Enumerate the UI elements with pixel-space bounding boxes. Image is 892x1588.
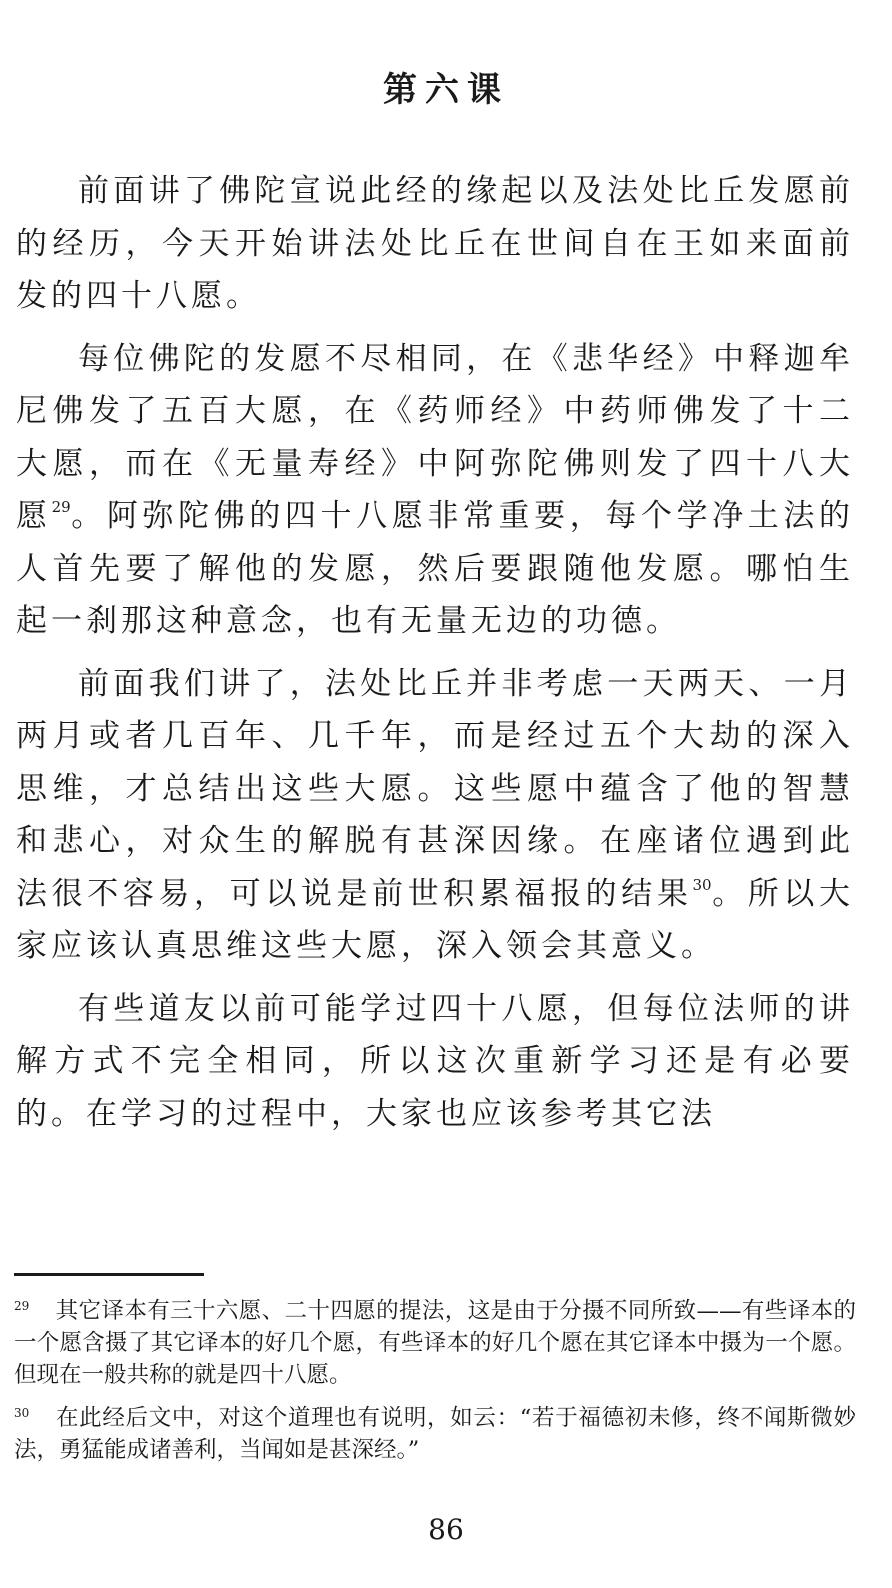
paragraph-text: 。阿弥陀佛的四十八愿非常重要，每个学净土法的人首先要了解他的发愿，然后要跟随他发愿。哪怕生起一刹那这种意念，也有无量无边的功德。 bbox=[16, 498, 855, 639]
paragraph-text: 每位佛陀的发愿不尽相同，在《悲华经》中释迦牟尼佛发了五百大愿，在《药师经》中药师佛发了十二大愿，而在《无量寿经》中阿弥陀佛则发了四十八大愿 bbox=[16, 340, 854, 534]
paragraph-text: 。所以大家应该认真思维这些大愿，深入领会其意义。 bbox=[16, 875, 855, 964]
footnote-30 bbox=[14, 1397, 856, 1466]
footnote-29 bbox=[14, 1290, 856, 1391]
footnotes bbox=[14, 1290, 856, 1472]
paragraph-1 bbox=[16, 165, 854, 323]
footnote-divider bbox=[14, 1273, 204, 1276]
page-number: 86 bbox=[428, 1513, 464, 1546]
paragraph-text: 前面我们讲了，法处比丘并非考虑一天两天、一月两月或者几百年、几千年，而是经过五个大劫的深入思维，才总结出这些大愿。这些愿中蕴含了他的智慧和悲心，对众生的解脱有甚深因缘。在座诸位遇到此法很不容易，可以说是前世积累福报的结果 bbox=[16, 665, 854, 912]
footnote-number: 30 bbox=[14, 1406, 30, 1420]
footnote-ref-30[interactable]: 30 bbox=[692, 875, 712, 894]
paragraph-text: 有些道友以前可能学过四十八愿，但每位法师的讲解方式不完全相同，所以这次重新学习还是有必要的。在学习的过程中，大家也应该参考其它法 bbox=[16, 990, 854, 1132]
footnote-ref-29[interactable]: 29 bbox=[51, 498, 71, 516]
paragraph-text: 前面讲了佛陀宣说此经的缘起以及法处比丘发愿前的经历，今天开始讲法处比丘在世间自在王如来面前发的四十八愿。 bbox=[16, 173, 854, 314]
footnote-text: 在此经后文中，对这个道理也有说明，如云：“若于福德初未修，终不闻斯微妙法，勇猛能成诸善利，当闻如是甚深经。” bbox=[14, 1405, 856, 1463]
paragraph-4 bbox=[16, 983, 854, 1141]
footnote-text: 其它译本有三十六愿、二十四愿的提法，这是由于分摄不同所致——有些译本的一个愿含摄了其它译本的好几个愿，有些译本的好几个愿在其它译本中摄为一个愿。但现在一般共称的就是四十八愿。 bbox=[14, 1298, 856, 1388]
paragraph-3 bbox=[16, 658, 854, 973]
paragraph-2 bbox=[16, 333, 854, 648]
footnote-number: 29 bbox=[14, 1299, 30, 1313]
lesson-title: 第六课 bbox=[383, 70, 509, 110]
main-text bbox=[16, 165, 854, 1150]
